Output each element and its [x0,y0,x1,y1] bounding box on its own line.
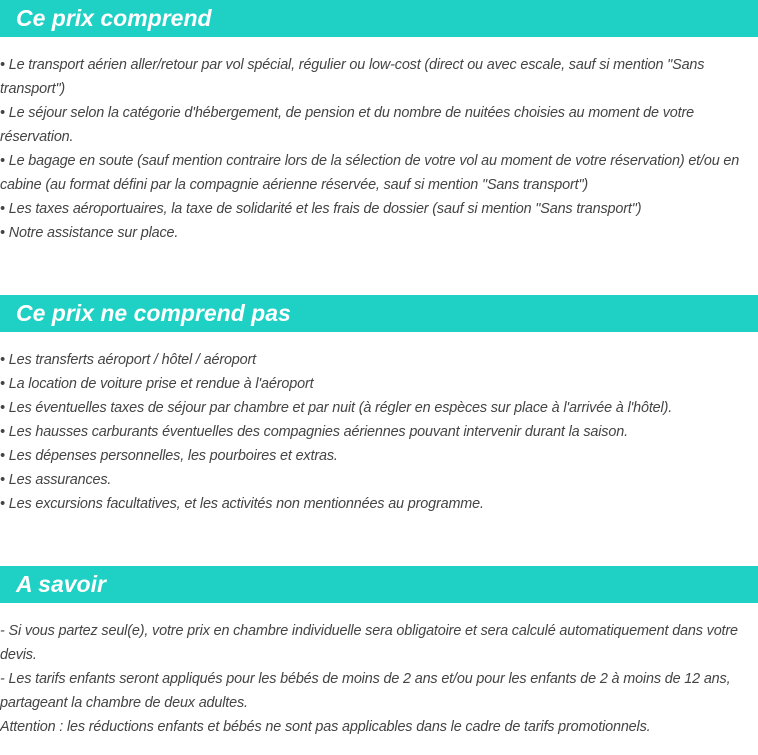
section-not-included [0,295,758,516]
section-body-included [0,37,758,245]
list-item: • Le séjour selon la catégorie d'hébergement, de pension et du nombre de nuitées choisies au moment de votre réservation. [0,105,694,145]
list-item: • Les éventuelles taxes de séjour par chambre et par nuit (à régler en espèces sur place à l'arrivée à l'hôtel). [0,400,673,416]
section-included [0,0,758,245]
section-header-included: Ce prix comprend [0,0,758,37]
list-item: • Les taxes aéroportuaires, la taxe de solidarité et les frais de dossier (sauf si mention "Sans transport") [0,201,642,217]
section-good-to-know [0,566,758,739]
section-body-good-to-know [0,603,758,739]
list-item: • Les excursions facultatives, et les activités non mentionnées au programme. [0,496,484,512]
list-item: • Les hausses carburants éventuelles des compagnies aériennes pouvant intervenir durant la saison. [0,424,628,440]
list-item: • Le transport aérien aller/retour par vol spécial, régulier ou low-cost (direct ou avec escale, sauf si mention "Sans transport") [0,57,705,97]
list-item: Attention : les réductions enfants et bébés ne sont pas applicables dans le cadre de tarifs promotionnels. [0,719,651,735]
list-item: • Les dépenses personnelles, les pourboires et extras. [0,448,338,464]
section-header-not-included: Ce prix ne comprend pas [0,295,758,332]
section-header-good-to-know: A savoir [0,566,758,603]
list-item: • Les assurances. [0,472,112,488]
list-item: • Le bagage en soute (sauf mention contraire lors de la sélection de votre vol au moment de votre réservation) et/ou en cabine (au format défini par la compagnie aérienne réservée, sauf si mention "Sans transport") [0,153,740,193]
list-item: • La location de voiture prise et rendue à l'aéroport [0,376,314,392]
list-item: - Si vous partez seul(e), votre prix en chambre individuelle sera obligatoire et sera calculé automatiquement dans votre devis. [0,623,738,663]
section-body-not-included [0,332,758,516]
list-item: • Les transferts aéroport / hôtel / aéroport [0,352,257,368]
list-item: • Notre assistance sur place. [0,225,179,241]
list-item: - Les tarifs enfants seront appliqués pour les bébés de moins de 2 ans et/ou pour les enfants de 2 à moins de 12 ans, partageant la chambre de deux adultes. [0,671,731,711]
